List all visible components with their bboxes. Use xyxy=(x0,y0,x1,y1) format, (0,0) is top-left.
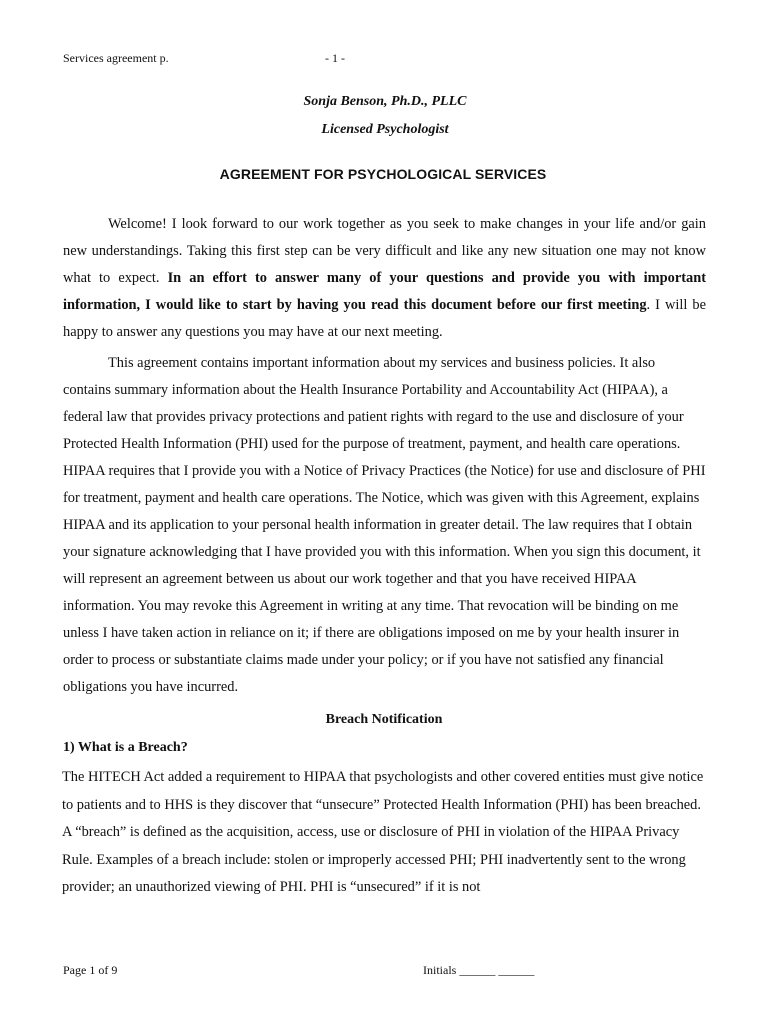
section-heading-breach: Breach Notification xyxy=(325,712,443,727)
intro-paragraph xyxy=(63,211,706,346)
practice-title: Licensed Psychologist xyxy=(321,122,449,137)
intro-text-bold: In an effort to answer many of your questions and provide you with important information, I would like to start by having you read this document before our first meeting xyxy=(63,270,706,313)
breach-question-heading: 1) What is a Breach? xyxy=(63,740,188,755)
running-header-title: Services agreement p. xyxy=(63,51,169,65)
intro-text-part1: Welcome! I look forward to our work together as you seek to make changes in your life and/or gain new understandings. Taking this first step can be very difficult and like any new situation one may not know what to expect. xyxy=(63,216,706,286)
footer-initials: Initials ______ ______ xyxy=(423,963,535,977)
document-title: AGREEMENT FOR PSYCHOLOGICAL SERVICES xyxy=(219,166,547,182)
intro-text-part3: . I will be happy to answer any questions you may have at our next meeting. xyxy=(63,297,706,340)
footer-page-count: Page 1 of 9 xyxy=(63,963,118,977)
agreement-paragraph xyxy=(63,350,706,701)
agreement-text: This agreement contains important information about my services and business policies. It also contains summary information about the Health Insurance Portability and Accountability Act (HIPAA), a federal law that provides privacy protections and patient rights with regard to the use and disclosure of your Protected Health Information (PHI) used for the purpose of treatment, payment, and health care operations. HIPAA requires that I provide you with a Notice of Privacy Practices (the Notice) for use and disclosure of PHI for treatment, payment and health care operations. The Notice, which was given with this Agreement, explains HIPAA and its application to your personal health information in greater detail. The law requires that I obtain your signature acknowledging that I have provided you with this information. When you sign this document, it will represent an agreement between us about our work together and that you have received HIPAA information. You may revoke this Agreement in writing at any time. That revocation will be binding on me unless I have taken action in reliance on it; if there are obligations imposed on me by your health insurer in order to process or substantiate claims made under your policy; or if you have not satisfied any financial obligations you have incurred. xyxy=(63,355,706,695)
breach-body-paragraph: The HITECH Act added a requirement to HIPAA that psychologists and other covered entities must give notice to patients and to HHS is they discover that “unsecure” Protected Health Information (PHI) has been breached. A “breach” is defined as the acquisition, access, use or disclosure of PHI in violation of the HIPAA Privacy Rule. Examples of a breach include: stolen or improperly accessed PHI; PHI inadvertently sent to the wrong provider; an unauthorized viewing of PHI. PHI is “unsecured” if it is not xyxy=(62,769,704,895)
practice-name: Sonja Benson, Ph.D., PLLC xyxy=(303,94,467,109)
running-header-page-marker: - 1 - xyxy=(325,51,345,65)
